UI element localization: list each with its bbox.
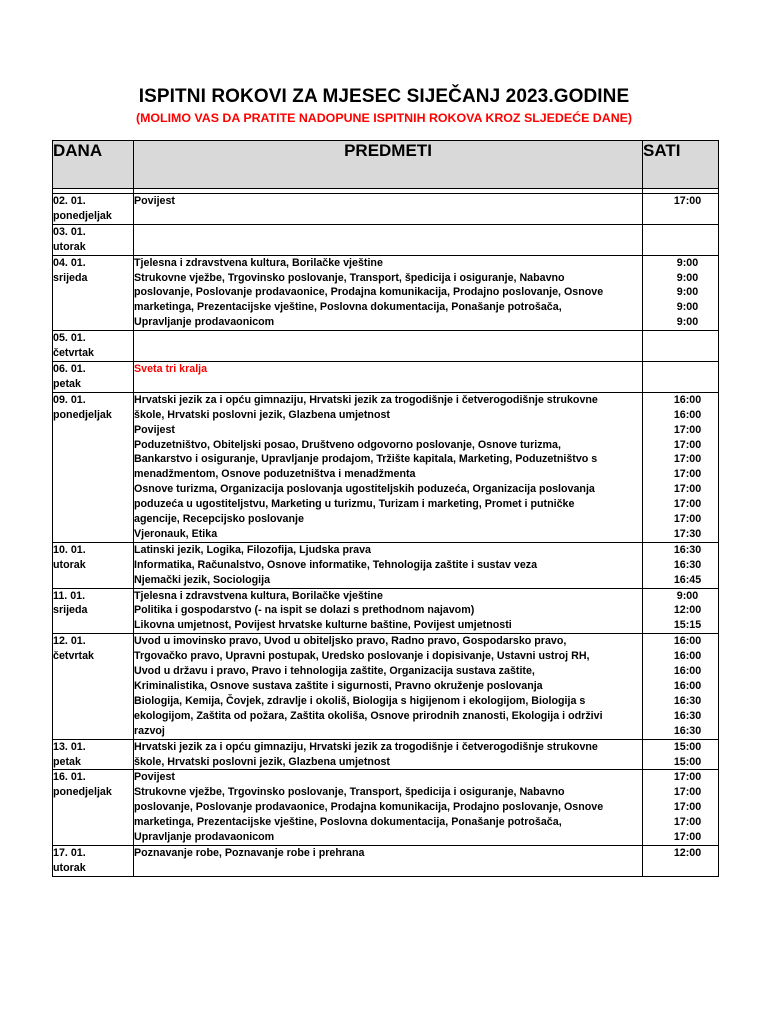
subjects-cell — [134, 588, 643, 634]
exam-time: 16:00 — [673, 408, 702, 421]
row-date: 03. 01. — [53, 225, 86, 238]
row-weekday: utorak — [53, 558, 86, 571]
subjects-cell — [134, 542, 643, 588]
subject-line: Poduzetništvo, Obiteljski posao, Društveno odgovorno poslovanje, Osnove turizma, — [134, 438, 561, 451]
header-dana: DANA — [53, 141, 134, 189]
subject-line: Informatika, Računalstvo, Osnove informatike, Tehnologija zaštite i sustav veza — [134, 558, 538, 571]
exam-time: 16:30 — [673, 543, 702, 556]
exam-time: 16:00 — [673, 393, 702, 406]
table-row — [53, 542, 719, 588]
exam-time: 17:00 — [673, 438, 702, 451]
row-date: 06. 01. — [53, 362, 86, 375]
table-row — [53, 739, 719, 770]
header-sati: SATI — [643, 141, 719, 189]
times-cell — [643, 845, 719, 876]
times-cell — [643, 739, 719, 770]
exam-time: 15:00 — [673, 755, 702, 768]
subject-line: poslovanje, Poslovanje prodavaonice, Prodajna komunikacija, Prodajno poslovanje, Osnove — [134, 801, 604, 814]
subject-line: Upravljanje prodavaonicom — [134, 831, 275, 844]
subject-line: menadžmentom, Osnove poduzetništva i menadžmenta — [134, 468, 416, 481]
subject-line: razvoj — [134, 724, 165, 737]
holiday-label: Sveta tri kralja — [134, 362, 208, 375]
exam-time: 17:30 — [673, 527, 702, 540]
table-row — [53, 634, 719, 739]
subjects-cell — [134, 331, 643, 362]
subject-line: Uvod u imovinsko pravo, Uvod u obiteljsko pravo, Radno pravo, Gospodarsko pravo, — [134, 635, 567, 648]
subject-line: Povijest — [134, 771, 175, 784]
exam-time: 16:00 — [673, 665, 702, 678]
subject-line: Politika i gospodarstvo (- na ispit se dolazi s prethodnom najavom) — [134, 604, 475, 617]
subject-line: Uvod u državu i pravo, Pravo i tehnologija zaštite, Organizacija sustava zaštite, — [134, 665, 535, 678]
row-date: 11. 01. — [53, 589, 86, 602]
subject-line: Kriminalistika, Osnove sustava zaštite i sigurnosti, Pravno okruženje poslovanja — [134, 680, 543, 692]
table-row — [53, 224, 719, 255]
times-cell — [643, 634, 719, 739]
exam-time: 16:45 — [673, 573, 702, 586]
page-subtitle: (MOLIMO VAS DA PRATITE NADOPUNE ISPITNIH ROKOVA KROZ SLJEDEĆE DANE) — [135, 111, 633, 125]
times-cell — [643, 392, 719, 542]
row-weekday: četvrtak — [53, 347, 94, 360]
subject-line: Latinski jezik, Logika, Filozofija, Ljudska prava — [134, 543, 371, 556]
row-date: 17. 01. — [53, 846, 86, 859]
exam-time: 17:00 — [673, 195, 702, 207]
exam-time: 9:00 — [676, 589, 699, 602]
day-cell — [53, 392, 134, 542]
subject-line: škole, Hrvatski poslovni jezik, Glazbena umjetnost — [134, 755, 390, 768]
exam-time: 9:00 — [676, 316, 699, 329]
subject-line: marketinga, Prezentacijske vještine, Poslovna dokumentacija, Ponašanje potrošača, — [134, 301, 562, 314]
subjects-cell — [134, 770, 643, 846]
subject-line: poduzeća u ugostiteljstvu, Marketing u turizmu, Turizam i marketing, Promet i putničke — [134, 498, 575, 511]
subject-line: Povijest — [134, 423, 175, 436]
exam-time: 16:30 — [673, 558, 702, 571]
subject-line: Tjelesna i zdravstvena kultura, Borilačke vještine — [134, 589, 383, 602]
times-cell — [643, 588, 719, 634]
table-row — [53, 845, 719, 876]
subject-line: Strukovne vježbe, Trgovinsko poslovanje, Transport, špedicija i osiguranje, Nabavno — [134, 271, 565, 284]
exam-time: 16:00 — [673, 635, 702, 648]
subjects-cell — [134, 739, 643, 770]
exam-time: 9:00 — [676, 256, 699, 269]
header-row — [53, 141, 719, 189]
subjects-cell — [134, 194, 643, 225]
header-predmeti: PREDMETI — [134, 141, 643, 189]
row-weekday: ponedjeljak — [53, 408, 112, 421]
subject-line: Likovna umjetnost, Povijest hrvatske kulturne baštine, Povijest umjetnosti — [134, 619, 512, 632]
exam-time: 12:00 — [673, 846, 702, 859]
subject-line: Osnove turizma, Organizacija poslovanja ugostiteljskih poduzeća, Organizacija poslovanja — [134, 483, 595, 496]
exam-time: 17:00 — [673, 831, 702, 844]
times-cell — [643, 255, 719, 331]
day-cell — [53, 588, 134, 634]
table-row — [53, 770, 719, 846]
subject-line: Poznavanje robe, Poznavanje robe i prehrana — [134, 846, 365, 859]
times-cell — [643, 361, 719, 392]
subjects-cell — [134, 845, 643, 876]
row-weekday: srijeda — [53, 604, 88, 617]
day-cell — [53, 739, 134, 770]
exam-time: 17:00 — [673, 453, 702, 466]
subject-line: Upravljanje prodavaonicom — [134, 316, 275, 329]
day-cell — [53, 634, 134, 739]
table-row — [53, 392, 719, 542]
subjects-cell — [134, 361, 643, 392]
subject-line: agencije, Recepcijsko poslovanje — [134, 513, 304, 526]
row-weekday: srijeda — [53, 271, 88, 284]
times-cell — [643, 331, 719, 362]
subject-line: Tjelesna i zdravstvena kultura, Borilačke vještine — [134, 256, 383, 269]
subject-line: Povijest — [134, 195, 175, 207]
subject-line: Hrvatski jezik za i opću gimnaziju, Hrvatski jezik za trogodišnje i četverogodišnje strukovne — [134, 393, 598, 406]
subject-line: Strukovne vježbe, Trgovinsko poslovanje, Transport, špedicija i osiguranje, Nabavno — [134, 786, 565, 799]
day-cell — [53, 361, 134, 392]
subject-line: poslovanje, Poslovanje prodavaonice, Prodajna komunikacija, Prodajno poslovanje, Osnove — [134, 286, 604, 299]
row-weekday: petak — [53, 755, 81, 768]
day-cell — [53, 542, 134, 588]
exam-time: 9:00 — [676, 271, 699, 284]
day-cell — [53, 770, 134, 846]
day-cell — [53, 255, 134, 331]
row-date: 02. 01. — [53, 195, 86, 207]
page-title: ISPITNI ROKOVI ZA MJESEC SIJEČANJ 2023.GODINE — [138, 86, 630, 107]
exam-time: 16:00 — [673, 680, 702, 692]
times-cell — [643, 542, 719, 588]
schedule-body — [53, 189, 719, 877]
row-weekday: ponedjeljak — [53, 209, 112, 222]
exam-time: 17:00 — [673, 423, 702, 436]
subject-line: škole, Hrvatski poslovni jezik, Glazbena umjetnost — [134, 408, 390, 421]
subject-line: Hrvatski jezik za i opću gimnaziju, Hrvatski jezik za trogodišnje i četverogodišnje strukovne — [134, 740, 598, 753]
exam-time: 15:00 — [673, 740, 702, 753]
row-date: 16. 01. — [53, 771, 86, 784]
row-date: 05. 01. — [53, 332, 86, 345]
row-weekday: utorak — [53, 861, 86, 874]
exam-time: 16:30 — [673, 724, 702, 737]
table-row — [53, 331, 719, 362]
exam-time: 17:00 — [673, 801, 702, 814]
subjects-cell — [134, 224, 643, 255]
times-cell — [643, 224, 719, 255]
subject-line: marketinga, Prezentacijske vještine, Poslovna dokumentacija, Ponašanje potrošača, — [134, 816, 562, 829]
exam-time: 17:00 — [673, 771, 702, 784]
row-weekday: ponedjeljak — [53, 786, 112, 799]
subjects-cell — [134, 392, 643, 542]
subject-line: Vjeronauk, Etika — [134, 527, 218, 540]
table-row — [53, 588, 719, 634]
subject-line: Bankarstvo i osiguranje, Upravljanje prodajom, Tržište kapitala, Marketing, Poduzetništvo s — [134, 453, 598, 466]
exam-time: 12:00 — [673, 604, 702, 617]
exam-time: 17:00 — [673, 498, 702, 511]
times-cell — [643, 770, 719, 846]
exam-time: 16:30 — [673, 694, 702, 707]
row-date: 04. 01. — [53, 256, 86, 269]
row-date: 12. 01. — [53, 635, 86, 648]
subjects-cell — [134, 255, 643, 331]
exam-time: 17:00 — [673, 483, 702, 496]
row-weekday: petak — [53, 377, 81, 390]
table-row — [53, 361, 719, 392]
exam-time: 9:00 — [676, 301, 699, 314]
row-weekday: četvrtak — [53, 650, 94, 663]
day-cell — [53, 331, 134, 362]
subjects-cell — [134, 634, 643, 739]
row-date: 09. 01. — [53, 393, 86, 406]
day-cell — [53, 224, 134, 255]
subject-line: Trgovačko pravo, Upravni postupak, Uredsko poslovanje i dopisivanje, Ustavni ustroj RH, — [134, 650, 590, 663]
subject-line: Biologija, Kemija, Čovjek, zdravlje i okoliš, Biologija s higijenom i ekologijom, Biologija s — [134, 694, 586, 707]
table-row — [53, 255, 719, 331]
row-date: 13. 01. — [53, 740, 86, 753]
day-cell — [53, 194, 134, 225]
table-row — [53, 194, 719, 225]
exam-schedule-table — [52, 140, 719, 877]
exam-time: 17:00 — [673, 513, 702, 526]
exam-time: 9:00 — [676, 286, 699, 299]
exam-time: 17:00 — [673, 786, 702, 799]
exam-time: 15:15 — [673, 619, 702, 632]
day-cell — [53, 845, 134, 876]
row-date: 10. 01. — [53, 543, 86, 556]
exam-time: 16:00 — [673, 650, 702, 663]
subject-line: Njemački jezik, Sociologija — [134, 573, 271, 586]
exam-time: 16:30 — [673, 709, 702, 722]
row-weekday: utorak — [53, 240, 86, 253]
exam-time: 17:00 — [673, 816, 702, 829]
subject-line: ekologijom, Zaštita od požara, Zaštita okoliša, Osnove prirodnih znanosti, Ekologija i održivi — [134, 709, 603, 722]
times-cell — [643, 194, 719, 225]
exam-time: 17:00 — [673, 468, 702, 481]
